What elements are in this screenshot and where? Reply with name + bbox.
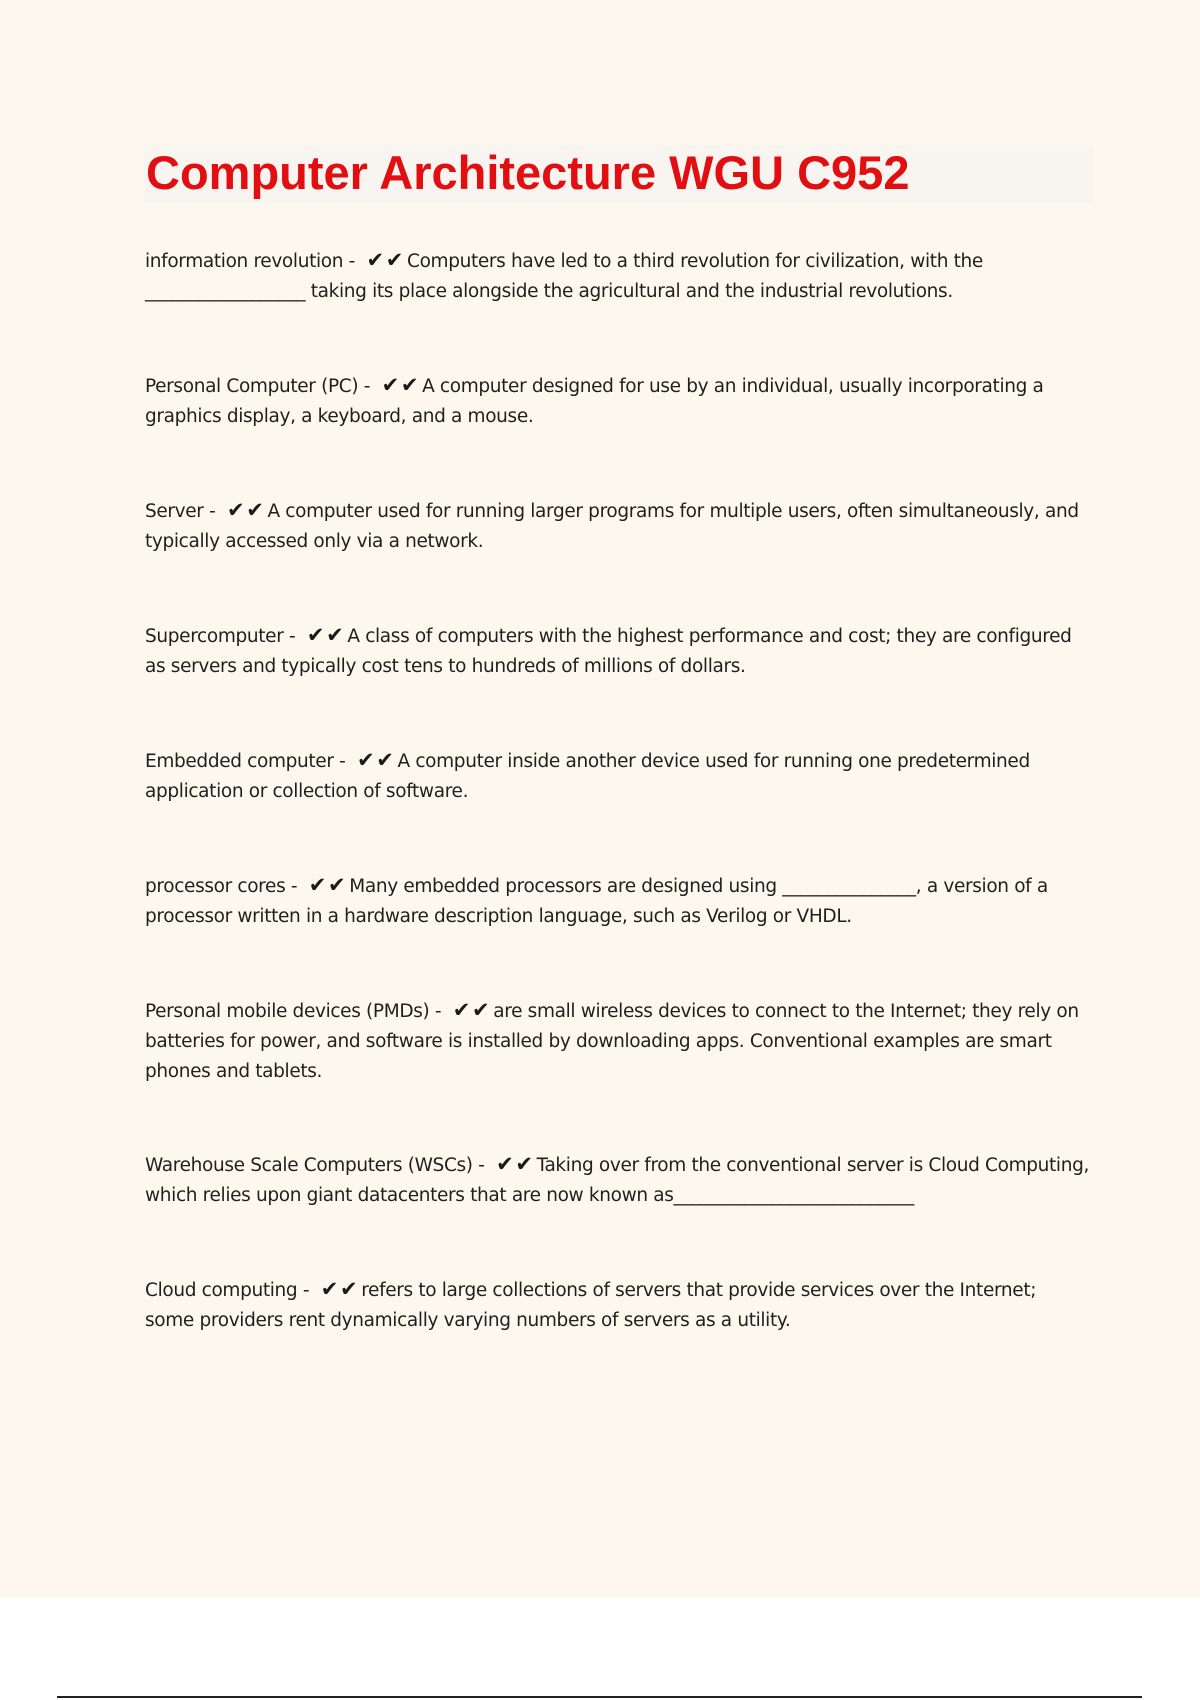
check-icon: ✔ [366,248,384,272]
check-icon: ✔ [328,873,346,897]
flashcard-entry [145,1274,1090,1336]
check-marks [382,370,421,400]
check-icon: ✔ [381,373,399,397]
entry-term: information revolution - [145,251,361,272]
flashcard-entry [145,495,1090,557]
entry-term: processor cores - [145,876,303,897]
check-icon: ✔ [496,1152,514,1176]
entry-definition: Taking over from the conventional server is Cloud Computing, which relies upon giant datacenters that are now known as___________________________ [145,1155,1090,1206]
entry-term: Personal Computer (PC) - [145,376,376,397]
check-icon: ✔ [326,623,344,647]
check-icon: ✔ [452,998,471,1022]
check-icon: ✔ [515,1152,533,1176]
check-marks [307,620,346,650]
check-marks [367,245,406,275]
check-icon: ✔ [306,623,325,647]
check-icon: ✔ [472,998,490,1022]
entry-definition: A computer designed for use by an individual, usually incorporating a graphics display, a keyboard, and a mouse. [145,376,1044,427]
check-marks [357,745,396,775]
check-marks [309,870,348,900]
flashcard-entry [145,620,1090,682]
check-icon: ✔ [339,1277,358,1301]
entry-definition: Many embedded processors are designed using _______________, a version of a processor written in a hardware description language, such as Verilog or VHDL. [145,876,1048,927]
flashcard-entry [145,995,1090,1087]
check-icon: ✔ [357,748,375,772]
check-icon: ✔ [246,498,264,522]
flashcard-list [145,245,1090,1399]
check-marks [321,1274,360,1304]
check-icon: ✔ [320,1277,338,1301]
entry-term: Cloud computing - [145,1280,315,1301]
flashcard-entry [145,245,1090,307]
entry-term: Supercomputer - [145,626,301,647]
check-icon: ✔ [400,373,419,397]
entry-term: Embedded computer - [145,751,351,772]
flashcard-entry [145,1149,1090,1211]
check-marks [227,495,266,525]
entry-definition: refers to large collections of servers that provide services over the Internet; some providers rent dynamically varying numbers of servers as a utility. [145,1280,1037,1331]
check-marks [453,995,492,1025]
check-icon: ✔ [376,748,394,772]
entry-definition: Computers have led to a third revolution for civilization, with the __________________ taking its place alongside the agricultural and the industrial revolutions. [145,251,983,302]
entry-term: Warehouse Scale Computers (WSCs) - [145,1155,491,1176]
flashcard-entry [145,870,1090,932]
flashcard-entry [145,745,1090,807]
entry-term: Personal mobile devices (PMDs) - [145,1001,447,1022]
flashcard-entry [145,370,1090,432]
entry-term: Server - [145,501,221,522]
entry-definition: A class of computers with the highest performance and cost; they are configured as servers and typically cost tens to hundreds of millions of dollars. [145,626,1072,677]
check-icon: ✔ [385,248,403,272]
entry-definition: are small wireless devices to connect to the Internet; they rely on batteries for power, and software is installed by downloading apps. Conventional examples are smart phones and tablets. [145,1001,1079,1082]
check-icon: ✔ [308,873,326,897]
entry-definition: A computer used for running larger programs for multiple users, often simultaneously, and typically accessed only via a network. [145,501,1079,552]
footer-divider [57,1696,1142,1698]
entry-definition: A computer inside another device used for running one predetermined application or collection of software. [145,751,1030,802]
check-icon: ✔ [226,498,245,522]
document-title: Computer Architecture WGU C952 [146,146,910,199]
check-marks [496,1149,535,1179]
